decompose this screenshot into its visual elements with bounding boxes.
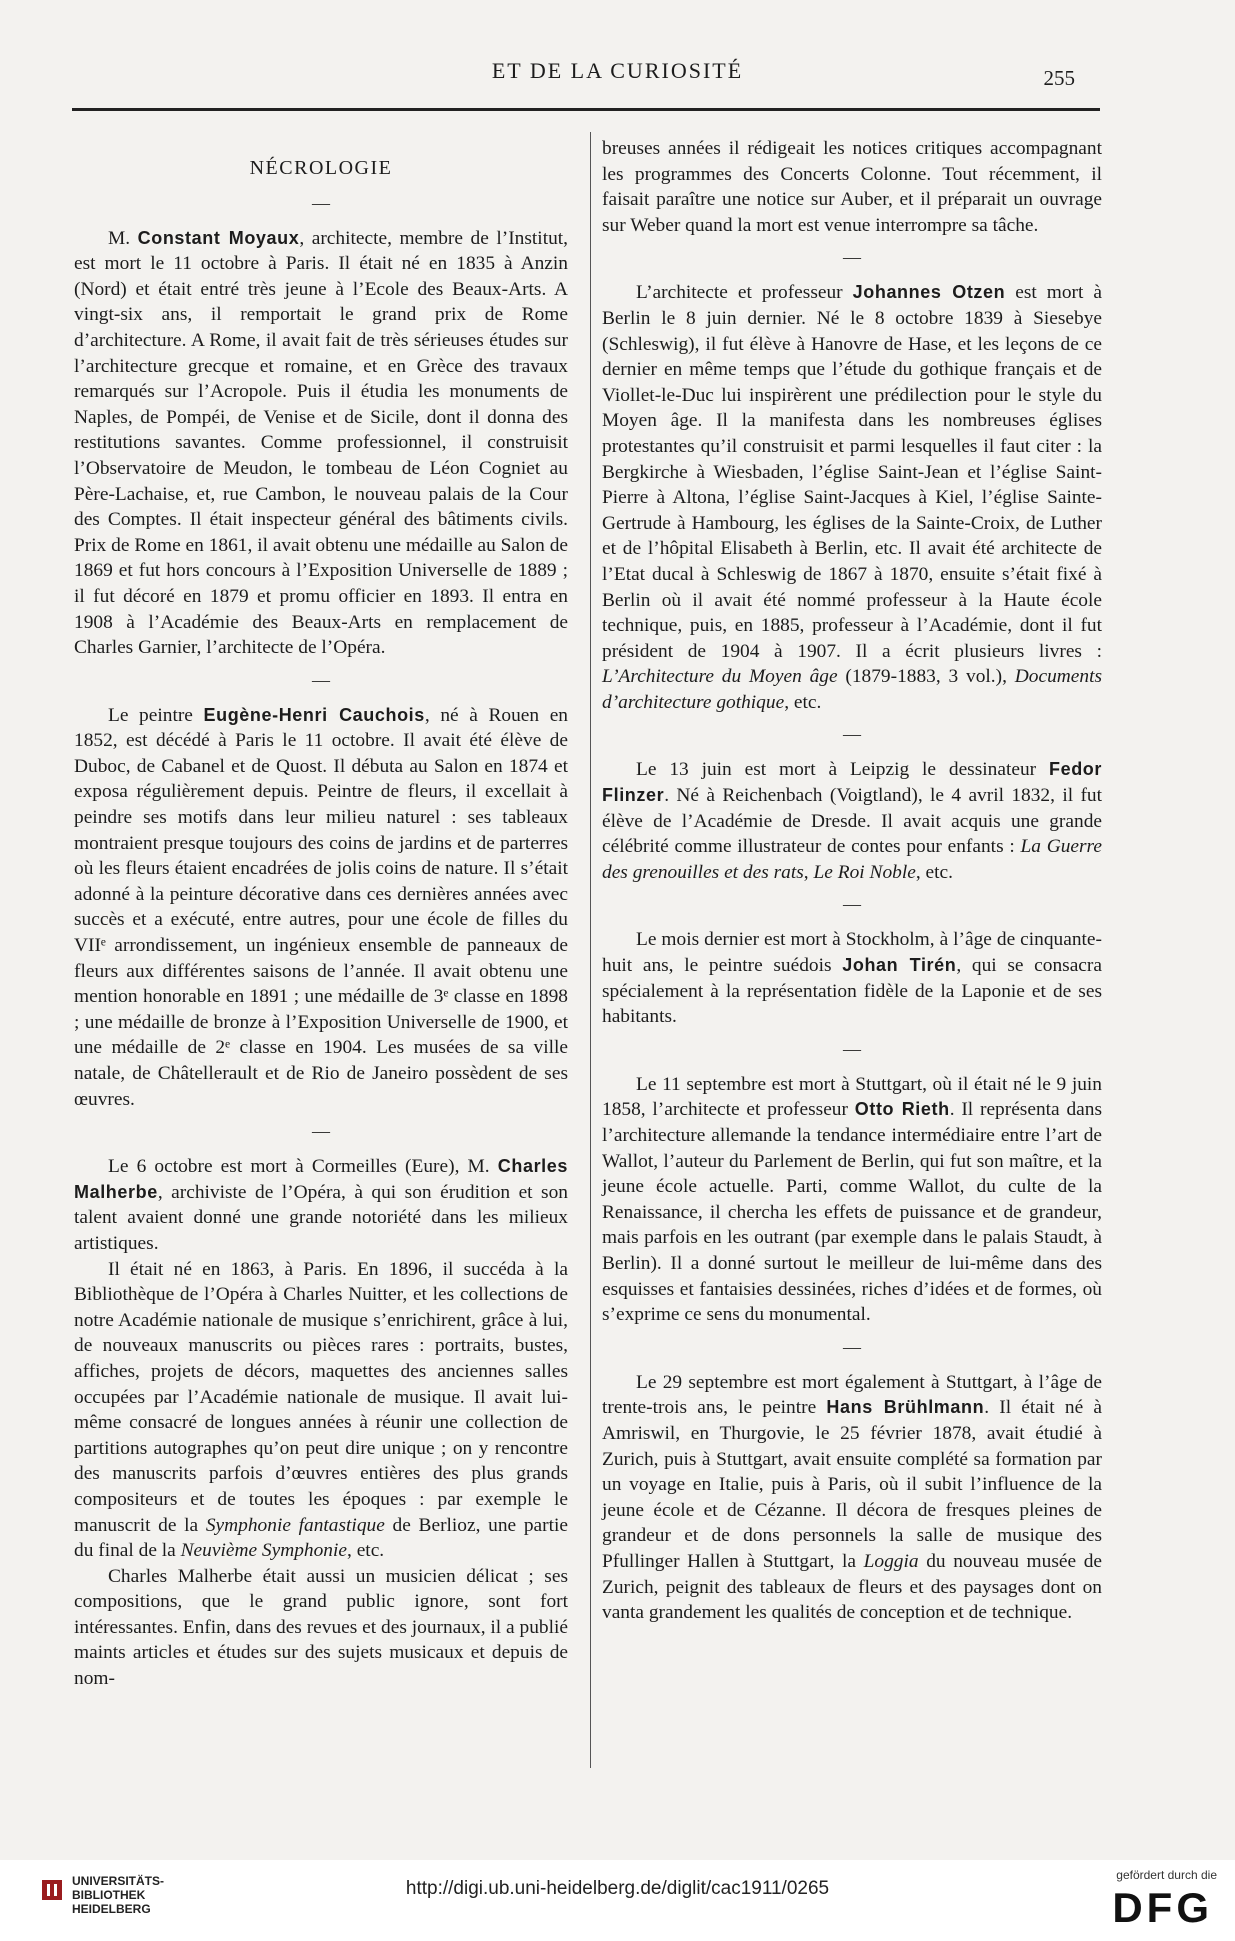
person-name: Johan Tirén [842,955,957,976]
footer-bar [0,1860,1235,1941]
obituary-malherbe-music: Charles Malherbe était aussi un musicien délicat ; ses compositions, que le grand public ignore, sont fort intéressantes. Enfin, dans des revues et des journaux, il a publié maints articles et études sur des sujets musicaux et depuis de nom- [74,1565,568,1690]
person-name: Eugène-Henri Cauchois [203,704,425,725]
separator: — [312,192,330,213]
person-name: Constant Moyaux [137,227,300,248]
obituary-rieth: Le 11 septembre est mort à Stuttgart, où il était né le 9 juin 1858, l’architecte et professeur Otto Rieth. Il représenta dans l’architecture allemande la tendance intermédiaire entre l’art de Wallot, l’auteur du Parlement de Berlin, qui fut son maître, et la jeune école actuelle. Parti, comme Wallot, du culte de la Renaissance, il chercha les effets de puissance et de grandeur, mais parfois en les outrant (par exemple dans le palais Staudt, à Berlin). Il a donné surtout le meilleur de lui-même dans des esquisses et fantaisies dessinées, riches d’idées et de formes, où s’exprime ce sens du monumental. [602,1073,1102,1326]
left-column [74,136,568,1692]
obituary-cauchois: Le peintre Eugène-Henri Cauchois, né à Rouen en 1852, est décédé à Paris le 11 octobre. Il avait été élève de Duboc, de Cabanel et de Quost. Il débuta au Salon en 1874 et exposa régulièrement depuis. Peintre de fleurs, il excellait à peindre ses motifs dans leur milieu naturel : ses tableaux montraient presque toujours des coins de jardins et de parterres où les fleurs étaient encadrées de jolis coins de nature. Il s’était adonné à la peinture décorative dans ces dernières années avec succès et a exécuté, entre autres, pour une école de filles du VIIᵉ arrondissement, un ingénieux ensemble de panneaux de fleurs aux différentes saisons de l’année. Il avait obtenu une mention honorable en 1891 ; une médaille de 3ᵉ classe en 1898 ; une médaille de bronze à l’Exposition Universelle de 1900, et une médaille de 2ᵉ classe en 1904. Les musées de sa ville natale, de Châtellerault et de Rio de Janeiro possèdent de ses œuvres. [74,704,569,1110]
person-name: Otto Rieth [854,1099,950,1120]
work-title: Symphonie fantastique [205,1514,385,1536]
obituary-malherbe-end: breuses années il rédigeait les notices critiques accompagnant les programmes des Concerts Colonne. Tout récemment, il faisait paraître une notice sur Auber, et il préparait un ouvrage sur Weber quand la mort est venue interrompre sa tâche. [602,138,1102,236]
person-name: Johannes Otzen [852,282,1006,303]
separator: — [312,1121,330,1142]
source-url-link[interactable]: http://digi.ub.uni-heidelberg.de/diglit/cac1911/0265 [405,1878,830,1899]
header-rule [72,108,1100,111]
person-name: Fedor Flinzer [602,759,1102,806]
obituary-flinzer: Le 13 juin est mort à Leipzig le dessinateur Fedor Flinzer. Né à Reichenbach (Voigtland), le 4 avril 1832, il fut élève de l’Académie de Dresde. Il avait acquis une grande célébrité comme illustrateur de contes pour enfants : La Guerre des grenouilles et des rats, Le Roi Noble, etc. [602,759,1102,883]
separator: — [843,247,861,268]
right-column [602,136,1102,1626]
separator: — [843,724,861,745]
obituary-malherbe: Le 6 octobre est mort à Cormeilles (Eure), M. Charles Malherbe, archiviste de l’Opéra, à qui son érudition et son talent avaient donné une grande notoriété dans les milieux artistiques. [74,1156,568,1254]
library-name: UNIVERSITÄTS- BIBLIOTHEK HEIDELBERG [72,1874,165,1916]
page-number: 255 [1043,66,1075,90]
obituary-tiren: Le mois dernier est mort à Stockholm, à l’âge de cinquante-huit ans, le peintre suédois Johan Tirén, qui se consacra spécialement à la représentation fidèle de la Laponie et de ses habitants. [602,929,1102,1028]
obituary-moyaux: M. Constant Moyaux, architecte, membre de l’Institut, est mort le 11 octobre à Paris. Il était né en 1835 à Anzin (Nord) et était entré très jeune à l’Ecole des Beaux-Arts. A vingt-six ans, il remportait le grand prix de Rome d’architecture. A Rome, il avait fait de très sérieuses études sur l’architecture grecque et romaine, et en Grèce des travaux remarqués sur l’Acropole. Puis il étudia les monuments de Naples, de Pompéi, de Venise et de Sicile, dont il donna des restitutions savantes. Comme professionnel, il construisit l’Observatoire de Meudon, le tombeau de Léon Cogniet au Père-Lachaise, et, rue Cambon, le nouveau palais de la Cour des Comptes. Il était inspecteur général des bâtiments civils. Prix de Rome en 1861, il avait obtenu une médaille au Salon de 1869 et fut hors concours à l’Exposition Universelle de 1889 ; il fut décoré en 1879 et promu officier en 1893. Il entra en 1908 à l’Académie des Beaux-Arts en remplacement de Charles Garnier, l’architecte de l’Opéra. [74,227,569,659]
separator: — [843,894,861,915]
work-title: Loggia [863,1550,919,1572]
dfg-logo: DFG [1112,1884,1213,1931]
separator: — [312,669,330,690]
running-head: ET DE LA CURIOSITÉ [491,58,744,83]
section-title: NÉCROLOGIE [249,157,393,179]
funded-by-label: gefördert durch die [1116,1868,1217,1882]
separator: — [843,1336,861,1357]
work-title: Neuvième Symphonie [180,1540,347,1562]
work-title: La Guerre des grenouilles et des rats [602,836,1102,883]
work-title: Le Roi Noble [813,861,916,883]
obituary-otzen: L’architecte et professeur Johannes Otzen est mort à Berlin le 8 juin dernier. Né le 8 octobre 1839 à Siesebye (Schleswig), il fut élève à Hanovre de Hase, et les leçons de ce dernier en même temps que l’étude du gothique français et de Viollet-le-Duc lui inspirèrent une prédilection pour le style du Moyen âge. Il la manifesta dans les nombreuses églises protestantes qu’il construisit et parmi lesquelles il faut citer : la Bergkirche à Wiesbaden, l’église Saint-Jean et l’église Saint-Pierre à Altona, l’église Saint-Jacques à Kiel, l’église Sainte-Gertrude à Hambourg, les églises de la Sainte-Croix, de Luther et de l’hôpital Elisabeth à Berlin, etc. Il avait été architecte de l’Etat ducal à Schleswig de 1867 à 1870, ensuite s’était fixé à Berlin où il avait été nommé professeur à la Haute école technique, puis, en 1885, professeur à l’Académie, dont il fut président de 1904 à 1907. Il a écrit plusieurs livres : L’Architecture du Moyen âge (1879-1883, 3 vol.), Documents d’architecture gothique, etc. [602,282,1103,713]
person-name: Hans Brühlmann [826,1397,985,1418]
obituary-malherbe-career: Il était né en 1863, à Paris. En 1896, il succéda à la Bibliothèque de l’Opéra à Charles Nuitter, et les collections de notre Académie nationale de musique s’enrichirent, grâce à lui, de nouveaux manuscrits ou pièces rares : portraits, bustes, affiches, projets de décors, maquettes des anciennes salles occupées par l’Académie nationale de musique. Il avait lui-même consacré de longues années à réunir une collection de partitions autographes qu’on peut dire unique ; on y rencontre des manuscrits parfois d’œuvres entières des plus grands compositeurs et de toutes les époques : par exemple le manuscrit de la Symphonie fantastique de Berlioz, une partie du final de la Neuvième Symphonie, etc. [74,1258,568,1562]
work-title: Documents d’architecture gothique [602,666,1103,713]
column-rule [590,132,591,1768]
obituary-bruhlmann: Le 29 septembre est mort également à Stuttgart, à l’âge de trente-trois ans, le peintre Hans Brühlmann. Il était né à Amriswil, en Thurgovie, le 25 février 1878, avait étudié à Zurich, puis à Stuttgart, avait ensuite complété sa formation par un voyage en Italie, puis à Paris, où il subit l’influence de la jeune école et de Cézanne. Il décora de fresques pleines de grandeur et de dons personnels la salle de musique des Pfullinger Hallen à Stuttgart, la Loggia du nouveau musée de Zurich, peignit des tableaux de fleurs et des paysages dont on vanta grandement les qualités de conception et de technique. [602,1371,1103,1624]
separator: — [843,1038,861,1059]
work-title: L’Architecture du Moyen âge [602,666,838,688]
person-name: Charles Malherbe [74,1156,568,1202]
